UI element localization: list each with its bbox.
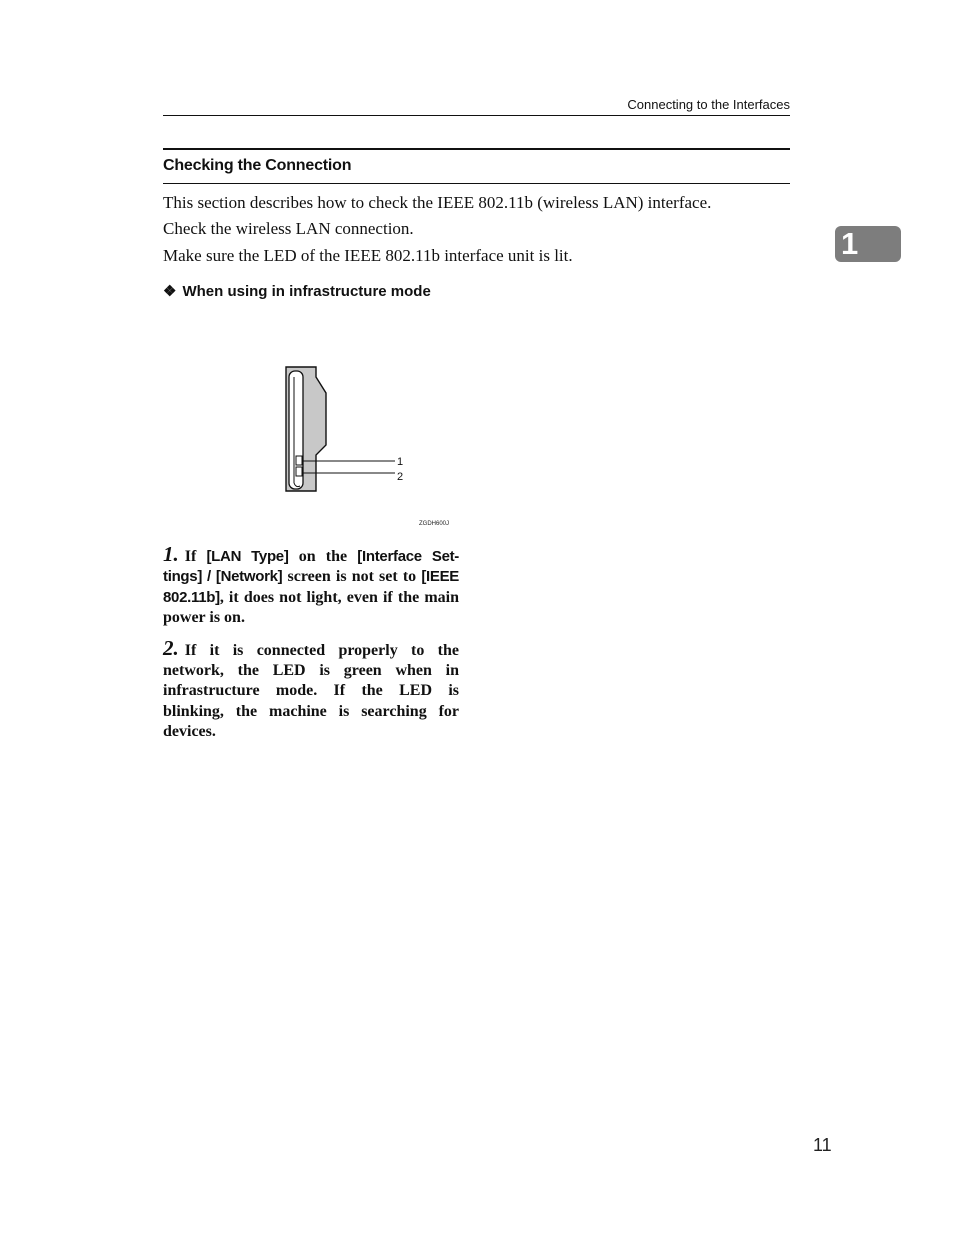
ui-label-lan-type: [LAN Type]: [206, 548, 289, 565]
step-1: 1. If [LAN Type] on the [Interface Set-tings] / [Network] screen is not set to [IEEE 802.11b], it does not light, even if the main power is on.: [163, 542, 459, 627]
interface-unit-figure: [270, 355, 470, 545]
subsection-heading: [163, 281, 431, 303]
step-number: 1.: [163, 542, 179, 566]
intro-line-2: Check the wireless LAN connection.: [163, 219, 414, 238]
intro-line-3: Make sure the LED of the IEEE 802.11b interface unit is lit.: [163, 246, 573, 265]
running-header: Connecting to the Interfaces: [627, 97, 790, 112]
chapter-number: 1: [841, 226, 859, 261]
step-text: If it is connected properly to the network, the LED is green when in infrastructure mode. If the LED is blinking, the machine is searching for devices.: [163, 641, 459, 741]
intro-line-1: This section describes how to check the IEEE 802.11b (wireless LAN) interface.: [163, 193, 712, 212]
diamond-bullet-icon: ❖: [163, 283, 177, 300]
ui-label-interface-settings: [Interface Set-tings] / [Network]: [163, 548, 459, 586]
section-rule-top: [163, 148, 790, 150]
led-indicator-2: [296, 467, 302, 476]
interface-unit-illustration: [270, 355, 470, 545]
callout-1: 1: [397, 456, 404, 468]
subsection-title: When using in infrastructure mode: [182, 283, 431, 300]
figure-code: ZGDH600J: [419, 521, 450, 527]
section-title: Checking the Connection: [163, 157, 352, 174]
ui-label-ieee-80211b: [IEEE 802.11b]: [163, 568, 459, 606]
chapter-tab: [835, 226, 901, 262]
page-number: 11: [813, 1135, 832, 1155]
header-rule: [163, 115, 790, 116]
section-rule-bottom: [163, 183, 790, 184]
step-2: [163, 635, 459, 743]
callout-2: 2: [397, 471, 404, 483]
step-number: 2.: [163, 635, 179, 660]
steps-list: [163, 544, 459, 752]
led-indicator-1: [296, 456, 302, 465]
